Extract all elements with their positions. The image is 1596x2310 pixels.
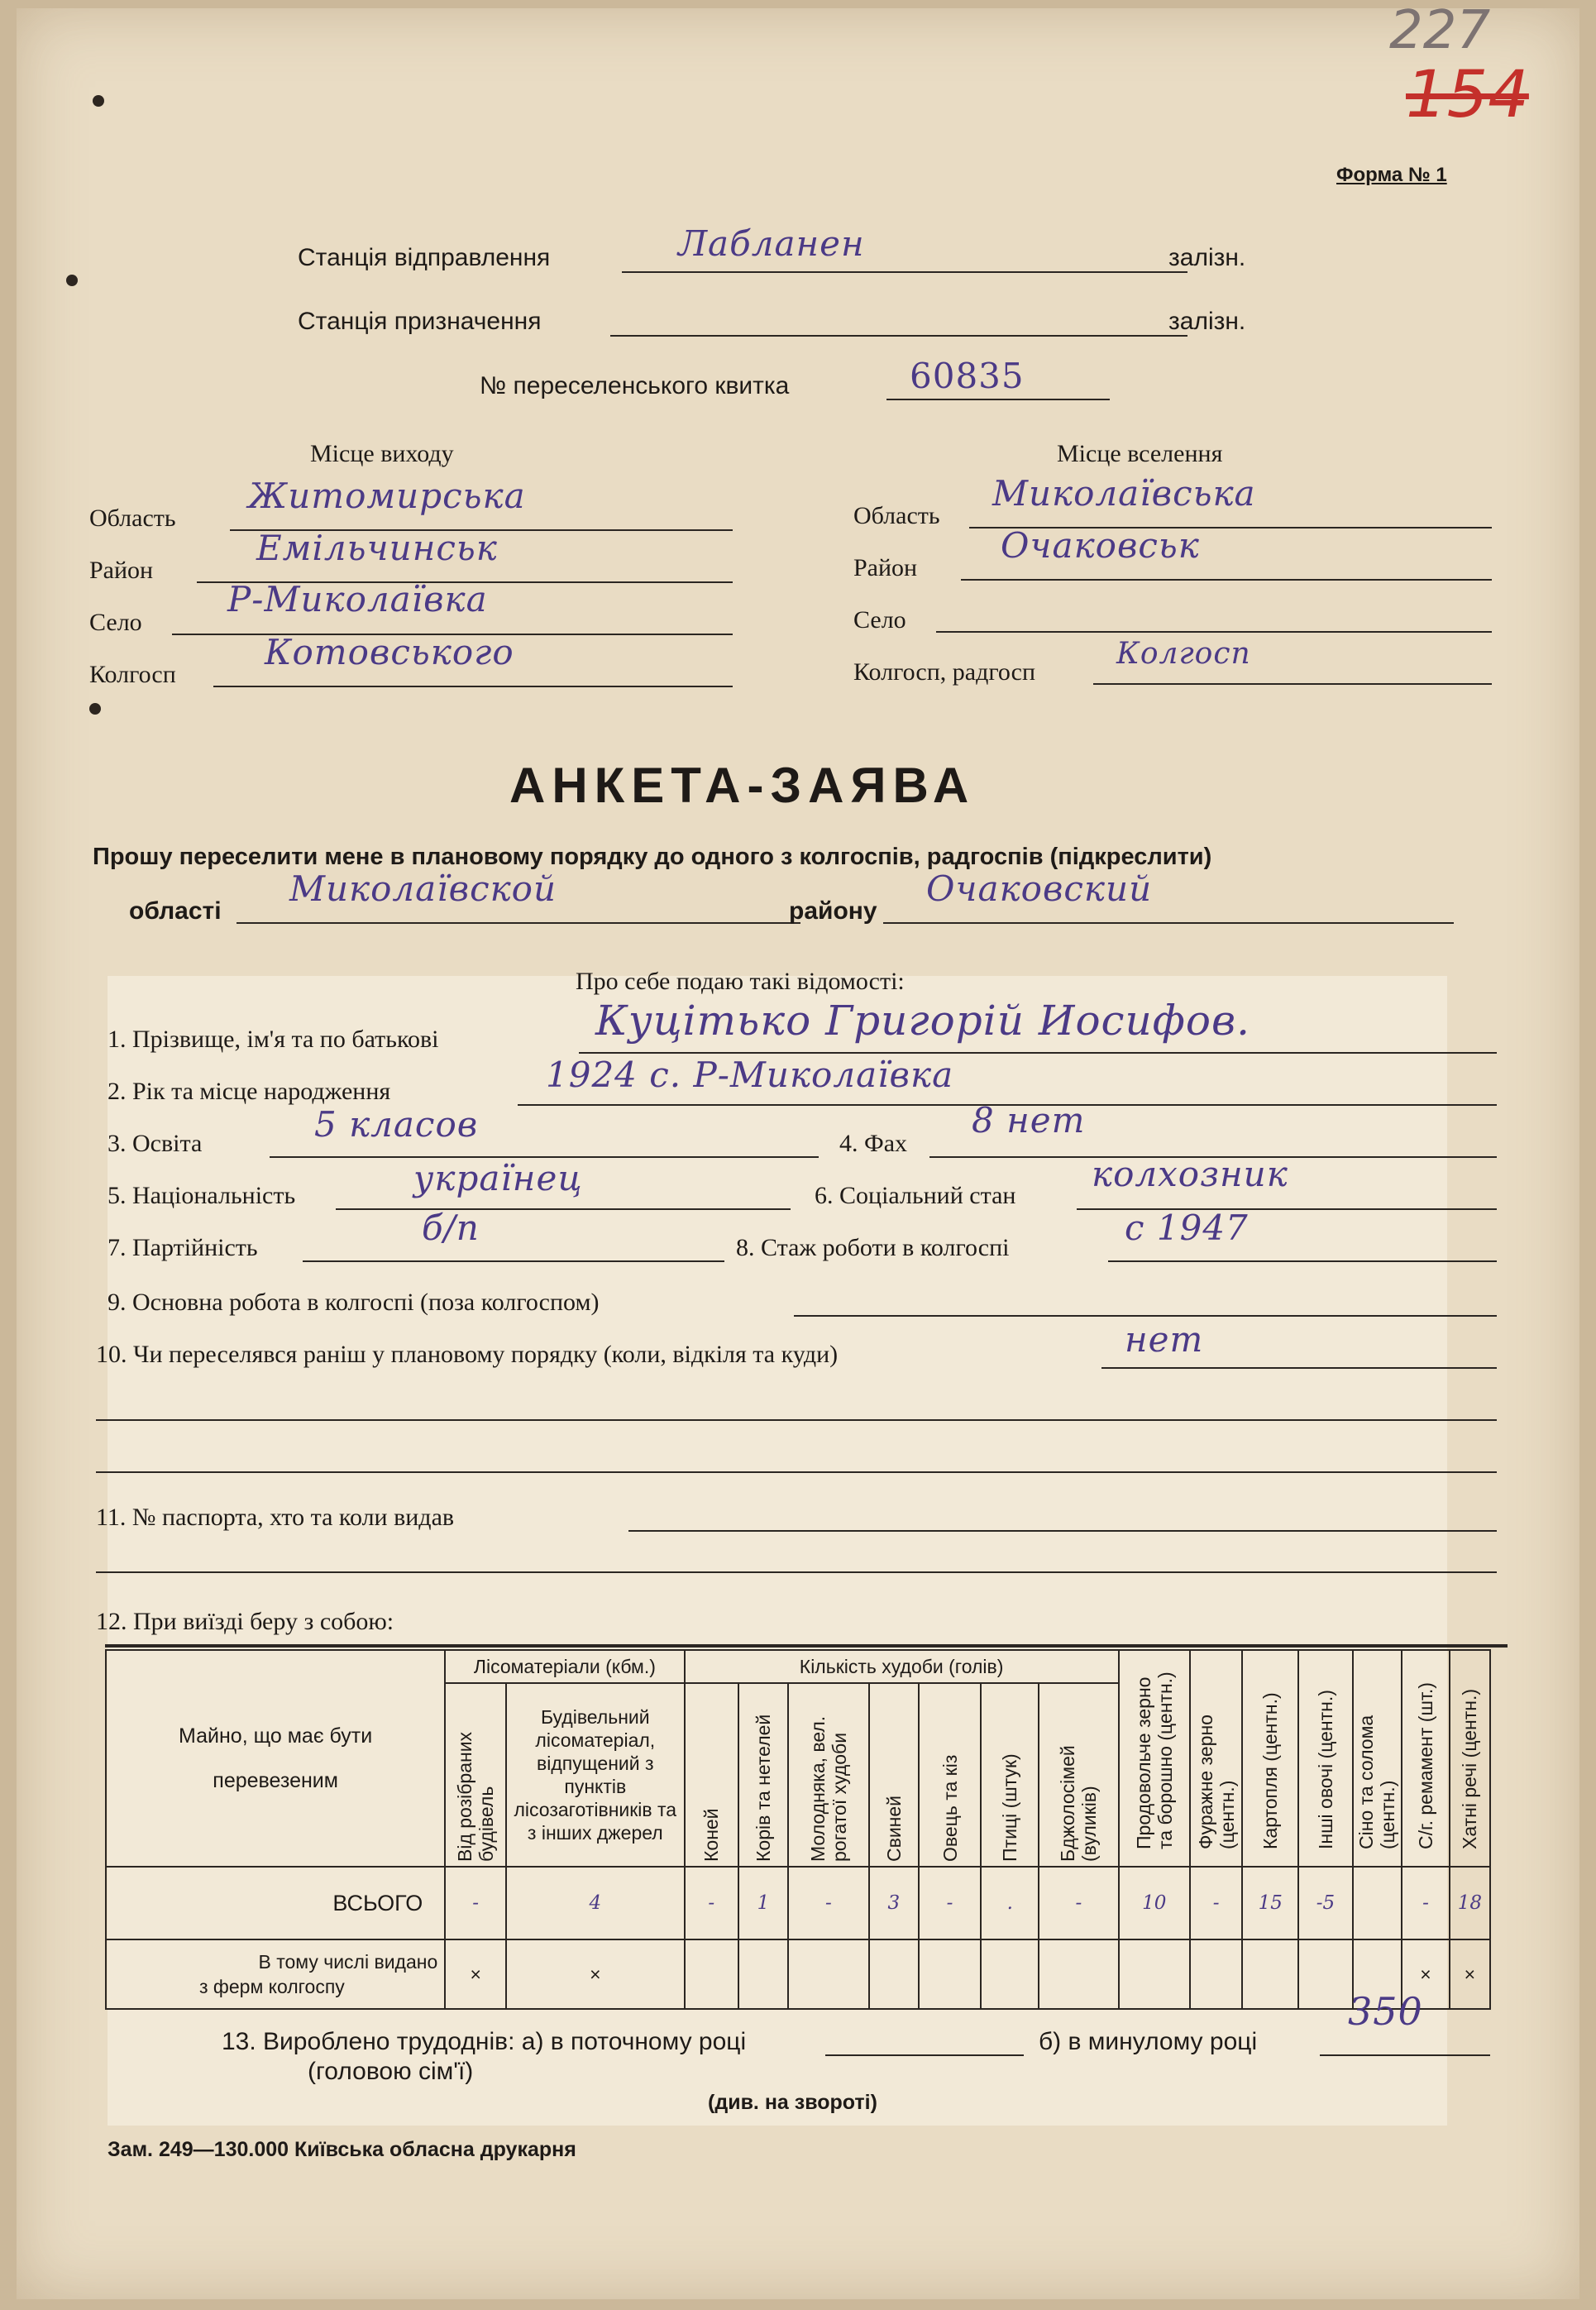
- field-4-label: 4. Фах: [839, 1130, 908, 1157]
- destination-station-line[interactable]: [610, 335, 1187, 337]
- origin-raion-value[interactable]: Емільчинськ: [256, 528, 498, 568]
- farm-cell[interactable]: ×: [1402, 1939, 1449, 2009]
- column-header: Коней: [685, 1683, 739, 1867]
- property-header-line-2: перевезеним: [213, 1769, 338, 1792]
- farm-cell[interactable]: ×: [445, 1939, 506, 2009]
- railway-suffix: залізн.: [1168, 308, 1246, 335]
- origin-kolhosp-value[interactable]: Котовського: [265, 632, 514, 672]
- field-9-label: 9. Основна робота в колгоспі (поза колгоспом): [108, 1289, 600, 1316]
- printer-imprint: Зам. 249—130.000 Київська обласна друкарня: [108, 2138, 576, 2161]
- destination-raion-line: [961, 579, 1492, 581]
- column-header: С/г. ремамент (шт.): [1402, 1650, 1449, 1867]
- field-5-value[interactable]: українец: [413, 1158, 583, 1198]
- total-cell[interactable]: -: [685, 1867, 739, 1939]
- request-text: Прошу переселити мене в плановому порядку до одного з колгоспів, радгоспів (підкреслити): [93, 844, 1212, 870]
- origin-kolhosp-label: Колгосп: [89, 661, 176, 688]
- request-raion-value[interactable]: Очаковский: [926, 868, 1153, 909]
- destination-kolhosp-line: [1093, 683, 1492, 685]
- destination-raion-label: Район: [853, 554, 918, 581]
- destination-station-label: Станція призначення: [298, 308, 542, 335]
- field-6-value[interactable]: колхозник: [1092, 1154, 1288, 1194]
- row-farm-label-line-1: В тому числі видано: [258, 1951, 438, 1973]
- destination-selo-label: Село: [853, 606, 906, 634]
- field-10-extra-line[interactable]: [96, 1471, 1497, 1473]
- farm-cell[interactable]: ×: [506, 1939, 684, 2009]
- departure-station-label: Станція відправлення: [298, 244, 551, 271]
- farm-cell[interactable]: [788, 1939, 869, 2009]
- total-cell[interactable]: -: [1190, 1867, 1243, 1939]
- field-2-label: 2. Рік та місце народження: [108, 1078, 391, 1105]
- origin-kolhosp-line: [213, 686, 733, 687]
- farm-cell[interactable]: [981, 1939, 1039, 2009]
- column-header: Інші овочі (центн.): [1298, 1650, 1353, 1867]
- field-10-extra-line[interactable]: [96, 1419, 1497, 1421]
- workdays-sub: (головою сім'ї): [308, 2058, 474, 2085]
- field-5-line: [336, 1208, 791, 1210]
- total-cell[interactable]: -: [788, 1867, 869, 1939]
- workdays-label: 13. Вироблено трудоднів: а) в поточному році: [222, 2028, 747, 2055]
- origin-heading: Місце виходу: [310, 440, 454, 467]
- farm-cell[interactable]: [685, 1939, 739, 2009]
- field-8-value[interactable]: с 1947: [1125, 1208, 1249, 1248]
- railway-suffix: залізн.: [1168, 244, 1246, 271]
- row-farm-label: [106, 1939, 445, 2009]
- field-12-label: 12. При виїзді беру з собою:: [96, 1608, 394, 1635]
- field-9-line[interactable]: [794, 1315, 1497, 1317]
- origin-raion-label: Район: [89, 557, 154, 584]
- field-3-value[interactable]: 5 класов: [314, 1104, 479, 1145]
- punch-hole: [93, 95, 104, 107]
- total-cell[interactable]: [1353, 1867, 1402, 1939]
- total-cell[interactable]: 18: [1450, 1867, 1490, 1939]
- farm-cell[interactable]: ×: [1450, 1939, 1490, 2009]
- farm-cell[interactable]: [869, 1939, 918, 2009]
- destination-selo-line[interactable]: [936, 631, 1492, 633]
- total-cell[interactable]: .: [981, 1867, 1039, 1939]
- workdays-previous-line: [1320, 2054, 1490, 2056]
- timber-group-header: Лісоматеріали (кбм.): [445, 1650, 684, 1683]
- field-7-value[interactable]: б/п: [422, 1208, 480, 1248]
- field-5-label: 5. Національність: [108, 1182, 296, 1209]
- request-oblast-line: [237, 922, 800, 924]
- punch-hole: [66, 275, 78, 286]
- field-11-extra-line[interactable]: [96, 1571, 1497, 1573]
- origin-selo-label: Село: [89, 609, 142, 636]
- total-cell[interactable]: 10: [1119, 1867, 1190, 1939]
- origin-selo-value[interactable]: Р-Миколаївка: [227, 579, 488, 619]
- field-1-label: 1. Прізвище, ім'я та по батькові: [108, 1026, 439, 1053]
- destination-kolhosp-value[interactable]: Колгосп: [1116, 637, 1251, 671]
- request-raion-label: району: [789, 897, 877, 925]
- departure-station-value[interactable]: Лабланен: [678, 223, 865, 264]
- column-header: Хатні речі (центн.): [1450, 1650, 1490, 1867]
- ticket-value[interactable]: 60835: [910, 356, 1025, 396]
- property-table: [105, 1649, 1491, 2010]
- total-cell[interactable]: 4: [506, 1867, 684, 1939]
- total-cell[interactable]: -5: [1298, 1867, 1353, 1939]
- farm-cell[interactable]: [1298, 1939, 1353, 2009]
- farm-cell[interactable]: [1190, 1939, 1243, 2009]
- field-10-line: [1101, 1367, 1497, 1369]
- row-farm-label-line-2: з ферм колгоспу: [199, 1976, 345, 1997]
- column-header: Бджолосімей (вуликів): [1039, 1683, 1119, 1867]
- total-cell[interactable]: 15: [1242, 1867, 1298, 1939]
- form-label: Форма № 1: [1336, 164, 1447, 186]
- field-11-line[interactable]: [628, 1530, 1497, 1532]
- field-6-label: 6. Соціальний стан: [815, 1182, 1016, 1209]
- ticket-line: [886, 399, 1110, 400]
- farm-cell[interactable]: [1039, 1939, 1119, 2009]
- request-oblast-value[interactable]: Миколаївской: [289, 868, 557, 909]
- column-header: Будівельний лісоматеріал, відпущений з пунктів лісозаготівників та з інших джерел: [506, 1683, 684, 1867]
- farm-cell[interactable]: [919, 1939, 982, 2009]
- field-10-value[interactable]: нет: [1125, 1319, 1204, 1360]
- request-oblast-label: області: [129, 897, 222, 925]
- column-header: Від розібраних будівель: [445, 1683, 506, 1867]
- archive-number: 227: [1389, 0, 1491, 61]
- column-header: Картопля (центн.): [1242, 1650, 1298, 1867]
- workdays-current-line[interactable]: [825, 2054, 1024, 2056]
- field-10-label: 10. Чи переселявся раніш у плановому порядку (коли, відкіля та куди): [96, 1341, 839, 1368]
- departure-station-line: [622, 271, 1187, 273]
- archive-old-number: 154: [1406, 58, 1529, 132]
- table-top-rule: [105, 1644, 1508, 1648]
- total-cell[interactable]: 1: [738, 1867, 787, 1939]
- farm-cell[interactable]: [738, 1939, 787, 2009]
- workdays-previous-value[interactable]: 350: [1348, 1989, 1423, 2034]
- origin-oblast-label: Область: [89, 505, 176, 532]
- origin-oblast-value[interactable]: Житомирська: [248, 476, 526, 516]
- field-7-line: [303, 1260, 724, 1262]
- destination-raion-value[interactable]: Очаковськ: [1001, 525, 1200, 566]
- farm-cell[interactable]: [1242, 1939, 1298, 2009]
- column-header: Птиці (штук): [981, 1683, 1039, 1867]
- field-1-line: [579, 1052, 1497, 1054]
- destination-heading: Місце вселення: [1057, 440, 1223, 467]
- column-header: Продовольче зерно та борошно (центн.): [1119, 1650, 1190, 1867]
- request-raion-line: [883, 922, 1454, 924]
- column-header: Сіно та солома (центн.): [1353, 1650, 1402, 1867]
- column-header: Фуражне зерно (центн.): [1190, 1650, 1243, 1867]
- field-8-line: [1108, 1260, 1497, 1262]
- see-reverse-note: (див. на звороті): [708, 2091, 877, 2114]
- property-header-line-1: Майно, що має бути: [179, 1724, 373, 1748]
- destination-oblast-label: Область: [853, 502, 940, 529]
- destination-oblast-value[interactable]: Миколаївська: [992, 473, 1256, 514]
- row-total-label: ВСЬОГО: [106, 1867, 445, 1939]
- field-4-value[interactable]: 8 нет: [972, 1100, 1086, 1141]
- field-1-value[interactable]: Куцітько Григорій Иосифов.: [595, 997, 1250, 1045]
- total-cell[interactable]: -: [919, 1867, 982, 1939]
- property-header: [106, 1650, 445, 1867]
- total-cell[interactable]: -: [1039, 1867, 1119, 1939]
- farm-cell[interactable]: [1119, 1939, 1190, 2009]
- total-cell[interactable]: 3: [869, 1867, 918, 1939]
- destination-kolhosp-label: Колгосп, радгосп: [853, 658, 1036, 686]
- form-title: АНКЕТА-ЗАЯВА: [509, 758, 976, 813]
- field-8-label: 8. Стаж роботи в колгоспі: [736, 1234, 1010, 1261]
- total-cell[interactable]: -: [1402, 1867, 1449, 1939]
- ticket-label: № переселенського квитка: [480, 372, 790, 399]
- column-header: Свиней: [869, 1683, 918, 1867]
- field-2-value[interactable]: 1924 с. Р-Миколаївка: [546, 1055, 954, 1095]
- intro-text: Про себе подаю такі відомості:: [576, 968, 905, 995]
- column-header: Овець та кіз: [919, 1683, 982, 1867]
- total-cell[interactable]: -: [445, 1867, 506, 1939]
- field-11-label: 11. № паспорта, хто та коли видав: [96, 1504, 455, 1531]
- punch-hole: [89, 703, 101, 715]
- field-3-label: 3. Освіта: [108, 1130, 203, 1157]
- livestock-group-header: Кількість худоби (голів): [685, 1650, 1119, 1683]
- workdays-previous-label: б) в минулому році: [1039, 2028, 1258, 2055]
- column-header: Молодняка, вел. рогатої худоби: [788, 1683, 869, 1867]
- field-7-label: 7. Партійність: [108, 1234, 258, 1261]
- column-header: Корів та нетелей: [738, 1683, 787, 1867]
